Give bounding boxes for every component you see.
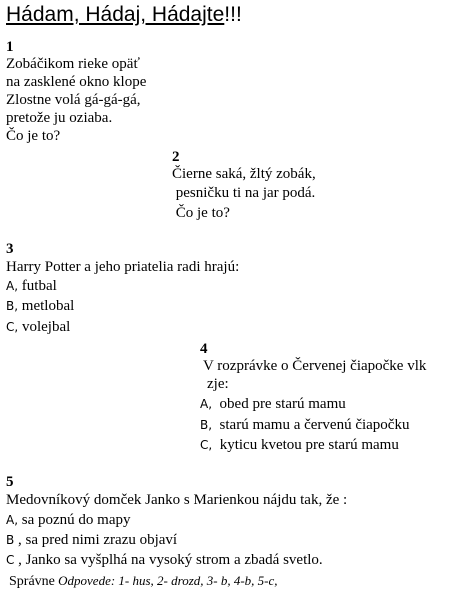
riddle-5-option-c (6, 551, 323, 569)
riddle-5-question: Medovníkový domček Janko s Marienkou nájdu tak, že : (6, 492, 348, 508)
riddle-3-option-c (6, 318, 70, 336)
option-letter: A, (6, 513, 19, 527)
option-text: , sa pred nimi zrazu objaví (14, 532, 178, 548)
option-text: metlobal (18, 298, 75, 314)
riddle-3-option-a (6, 277, 57, 295)
riddle-3-question: Harry Potter a jeho priatelia radi hrajú: (6, 259, 240, 275)
option-letter: A, (6, 279, 19, 293)
riddle-1-line-1: Zobáčikom rieke opäť (6, 56, 140, 72)
title-underlined: Hádam, Hádaj, Hádajte (6, 3, 225, 26)
option-text: sa poznú do mapy (18, 512, 131, 528)
riddle-1-number: 1 (6, 39, 14, 55)
riddle-2-question: Čo je to? (172, 205, 230, 221)
riddle-2-number: 2 (172, 149, 180, 165)
riddle-4-question-line-2: zje: (207, 376, 229, 392)
riddle-3-number: 3 (6, 241, 14, 257)
option-text: futbal (18, 278, 57, 294)
riddle-4-number: 4 (200, 341, 208, 357)
riddle-2-line-1: Čierne saká, žltý zobák, (172, 166, 316, 182)
answers-label: Správne (9, 574, 55, 589)
riddle-5-number: 5 (6, 474, 14, 490)
option-letter: C (6, 553, 15, 567)
option-text: kyticu kvetou pre starú mamu (212, 437, 399, 453)
option-letter: C, (6, 320, 19, 334)
riddle-1-line-3: Zlostne volá gá-gá-gá, (6, 92, 141, 108)
option-letter: C, (200, 438, 213, 452)
riddle-1-line-4: pretože ju oziaba. (6, 110, 113, 126)
title-exclamation: !!! (224, 3, 242, 26)
riddle-4-option-c (200, 436, 399, 454)
option-text: volejbal (18, 319, 71, 335)
riddle-4-question-line-1: V rozprávke o Červenej čiapočke vlk (203, 358, 427, 374)
option-letter: B, (6, 299, 19, 313)
page-title (6, 3, 242, 27)
option-letter: B, (200, 418, 213, 432)
riddle-5-option-b (6, 531, 177, 549)
riddle-3-option-b (6, 297, 74, 315)
answers-line (9, 572, 278, 591)
riddle-2-line-2: pesničku ti na jar podá. (172, 185, 316, 201)
riddle-1-question: Čo je to? (6, 128, 61, 144)
riddle-1-line-2: na zasklené okno klope (6, 74, 147, 90)
answers-text: Odpovede: 1- hus, 2- drozd, 3- b, 4-b, 5-c, (54, 573, 278, 588)
option-text: obed pre starú mamu (212, 396, 346, 412)
option-text: starú mamu a červenú čiapočku (212, 417, 410, 433)
option-letter: A, (200, 397, 213, 411)
riddle-5-option-a (6, 511, 131, 529)
riddle-4-option-a (200, 395, 346, 413)
option-letter: B (6, 533, 15, 547)
option-text: , Janko sa vyšplhá na vysoký strom a zbadá svetlo. (14, 552, 323, 568)
riddle-4-option-b (200, 416, 409, 434)
